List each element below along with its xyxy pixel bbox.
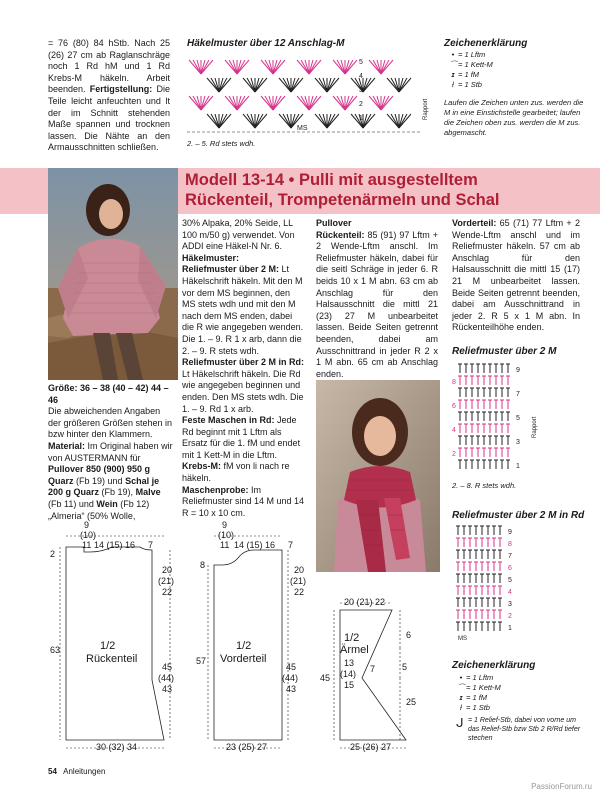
aermel-right-a: 6: [406, 630, 412, 640]
schema-vorderteil: [192, 520, 305, 758]
fm-text: Jede Rd beginnt mit 1 Lftm als Ersatz für die 1. fM und endet mit 1 Kett-M in die Lftm.: [182, 415, 301, 460]
col2-t1: 30% Alpaka, 20% Seide, LL 100 m/50 g) verwendet. Von ADDI eine Häkel-N Nr. 6.: [182, 218, 295, 252]
relief-chart-title: Reliefmuster über 2 M: [452, 346, 557, 357]
fm-icon: ɪ: [459, 693, 463, 702]
rueck-right-b: (21): [158, 576, 175, 586]
relief-text: Lt Häkelschrift häkeln. Mit den M vor dem MS beginnen, den MS stets wdh und mit den M nach dem MS enden, dabei die R wie angegeben wenden. Die 1. – 9. R 1 x arb, dann die 2. – 9. R stets wdh.: [182, 264, 304, 356]
vorder-right-c: 22: [294, 587, 305, 597]
lftm-icon: •: [451, 50, 455, 59]
row-number: 9: [508, 529, 512, 536]
bottom-legend-items: [456, 673, 501, 713]
vorder-left-main: 57: [196, 656, 207, 666]
vorder-top-b: (10): [218, 530, 235, 540]
stitch-mark: [319, 78, 327, 92]
top-legend-item-0: = 1 Lftm: [458, 50, 486, 59]
relief-rd-text: Lt Häkelschrift häkeln. Die Rd wie angegeben beginnen und enden. Den MS stets wdh. Die 1. – 9. Rd 1 x arb.: [182, 368, 304, 414]
aermel-left: 45: [320, 673, 331, 683]
rapport-label: Rapport: [423, 98, 429, 120]
col1-text: [48, 383, 173, 522]
bottom-legend-item-1: = 1 Kett-M: [466, 683, 501, 692]
relief-rd-label: Reliefmuster über 2 M in Rd:: [182, 357, 305, 368]
stitch-mark: [337, 96, 345, 110]
row-number: 5: [516, 415, 520, 422]
fertig-text: Die Teile leicht anfeuchten und lt der im Schnitt stehenden Maße spannen und trocknen lassen. Die Nähte an den Armausschnitten schließen.: [48, 84, 170, 153]
stitch-mark: [301, 60, 309, 74]
vorderteil-label: Vorderteil:: [452, 218, 497, 228]
stitch-mark: [391, 114, 399, 128]
aermel-mid-b: (14): [340, 669, 357, 679]
probe-label: Maschenprobe:: [182, 484, 249, 495]
row-number: 5: [508, 577, 512, 584]
vorder-top-a: 9: [222, 520, 228, 530]
col2-text: [182, 218, 306, 519]
material-text: Im Original haben wir von AUSTERMANN für: [48, 440, 173, 463]
vorder-right-f: 43: [286, 684, 297, 694]
rueck-bottom: 30 (32) 34: [96, 742, 138, 752]
relief-rd-chart: [450, 522, 540, 642]
top-chart-title: Häkelmuster über 12 Anschlag-M: [187, 38, 345, 49]
top-crochet-chart: [187, 50, 432, 145]
krebs-text: fM von li nach re häkeln.: [182, 461, 290, 484]
fm-icon: ɪ: [451, 70, 455, 79]
photo-model-scarf: [316, 380, 440, 572]
stitch-mark: [265, 96, 273, 110]
row-number: 2: [508, 613, 512, 620]
pullover-title: Pullover: [316, 218, 352, 228]
aermel-right-b: 5: [402, 662, 408, 672]
relief-label: Reliefmuster über 2 M:: [182, 264, 280, 275]
rueckenteil-label: Rückenteil:: [316, 229, 365, 240]
col1-t2: (Fb 19),: [101, 487, 134, 498]
rueck-left-top: 2: [50, 549, 56, 559]
row-number: 3: [508, 601, 512, 608]
bottom-legend-item-3: = 1 Stb: [466, 703, 490, 712]
aermel-right-c: 25: [406, 697, 417, 707]
watermark: PassionForum.ru: [531, 782, 592, 791]
rueck-right-e: (44): [158, 673, 175, 683]
stitch-mark: [301, 96, 309, 110]
banner-line1: Modell 13-14 • Pulli mit ausgestelltem: [185, 171, 478, 189]
krebs-label: Krebs-M:: [182, 461, 222, 472]
row-number: 1: [508, 625, 512, 632]
top-text-p1: = 76 (80) 84 hStb. Nach 25 (26) 27 cm ab Raglanschräge noch 1 Rd hM und 1 Rd Krebs-M häkeln. Arbeit beenden.: [48, 38, 170, 95]
col1-t1: (Fb 19) und: [76, 475, 123, 486]
aermel-label1: 1/2: [344, 632, 360, 644]
stitch-mark: [337, 60, 345, 74]
row-number: 8: [508, 541, 512, 548]
top-legend-title: Zeichenerklärung: [444, 38, 528, 49]
kett-m-icon: ⌒: [449, 60, 457, 69]
banner-line2: Rückenteil, Trompetenärmeln und Schal: [185, 191, 500, 209]
aermel-mid-d: 7: [370, 664, 376, 674]
photo-model-pullover: [48, 168, 178, 380]
relief-rd-chart-title: Reliefmuster über 2 M in Rd: [452, 510, 585, 521]
ms-label: MS: [458, 636, 467, 642]
stitch-mark: [283, 114, 291, 128]
bottom-legend-relief: = 1 Relief-Stb, dabei von vorne um das Relief-Stb bzw Stb 2 R/Rd tiefer stechen: [468, 717, 581, 742]
row-number: 7: [508, 553, 512, 560]
rueck-label1: 1/2: [100, 640, 116, 652]
rueck-right-f: 43: [162, 684, 173, 694]
lftm-icon: •: [459, 673, 463, 682]
rueck-label2: Rückenteil: [86, 653, 138, 665]
groesse-label: Größe: 36 – 38 (40 – 42) 44 – 46: [48, 383, 169, 405]
top-legend-item-3: = 1 Stb: [458, 80, 482, 89]
top-left-text: [48, 38, 170, 154]
page-number: 54: [48, 767, 57, 776]
stitch-mark: [373, 60, 381, 74]
stitch-mark: [193, 60, 201, 74]
bottom-legend-item-2: = 1 fM: [466, 693, 488, 702]
aermel-mid-c: 15: [344, 680, 355, 690]
schal-yarn: Schal je 200 g Quarz: [48, 475, 160, 498]
haekelmuster-label: Häkelmuster:: [182, 252, 240, 263]
wein-yarn: Wein: [96, 498, 118, 509]
top-legend-items: [448, 50, 493, 90]
vorder-top-d: 14 (15) 16: [234, 540, 276, 550]
material-label: Material:: [48, 440, 86, 451]
footer-section: Anleitungen: [63, 767, 106, 776]
col3-text: [316, 218, 438, 380]
rueckenteil-text: 85 (91) 97 Lftm + 2 Wende-Lftm anschl. Im Reliefmuster häkeln, dabei für die seitl Schräge in jeder 6. R beids 10 x 1 M abn. 63 cm ab Anschlag für den Halsausschnitt die mittl 21 (23) 27 M unbearbeitet lassen. Beide Seiten getrennt beenden, dabei am Ausschnittrand in jeder R 2 x 1 M abn. 65 cm ab Anschlag enden.: [316, 229, 438, 379]
row-number: 4: [359, 73, 363, 80]
probe-text: Im Reliefmuster sind 14 M und 14 R = 10 x 10 cm.: [182, 484, 305, 518]
row-number: 1: [516, 463, 520, 470]
rueck-top-d: 14 (15) 16: [94, 540, 136, 550]
kett-m-icon: ⌒: [457, 683, 465, 692]
row-number: 4: [452, 427, 456, 434]
vorder-label2: Vorderteil: [220, 653, 267, 665]
aermel-mid-a: 13: [344, 658, 355, 668]
stb-icon: ƚ: [460, 703, 462, 712]
row-number: 5: [359, 59, 363, 66]
stitch-mark: [265, 60, 273, 74]
relief-chart-caption: 2. – 8. R stets wdh.: [452, 481, 517, 490]
rueck-right-a: 20: [162, 565, 173, 575]
vorder-right-e: (44): [282, 673, 299, 683]
row-number: 2: [359, 101, 363, 108]
stb-icon: ƚ: [452, 80, 454, 89]
stitch-mark: [319, 114, 327, 128]
rueck-top-e: 7: [148, 540, 154, 550]
rueck-top-b: (10): [80, 530, 97, 540]
rueck-top-a: 9: [84, 520, 90, 530]
vorder-right-a: 20: [294, 565, 305, 575]
top-chart-caption: 2. – 5. Rd stets wdh.: [187, 139, 256, 148]
stitch-mark: [391, 78, 399, 92]
pullover-yarn: Pullover 850 (900) 950 g Quarz: [48, 464, 151, 486]
page-footer: [48, 767, 105, 776]
row-number: 3: [516, 439, 520, 446]
stitch-mark: [211, 78, 219, 92]
ms-label: MS: [297, 125, 308, 132]
stitch-mark: [247, 78, 255, 92]
stitch-mark: [229, 96, 237, 110]
row-number: 2: [452, 451, 456, 458]
vorder-bottom: 23 (25) 27: [226, 742, 268, 752]
aermel-bottom: 25 (26) 27: [350, 742, 392, 752]
stitch-mark: [211, 114, 219, 128]
rueck-right-d: 45: [162, 662, 173, 672]
stitch-mark: [283, 78, 291, 92]
stitch-mark: [229, 60, 237, 74]
groesse-text: Die abweichenden Angaben der größeren Größen stehen in bzw hinter den Klammern.: [48, 406, 173, 440]
malve-yarn: Malve: [135, 487, 161, 498]
row-number: 3: [359, 87, 363, 94]
row-number: 8: [452, 379, 456, 386]
vorder-top-e: 7: [288, 540, 294, 550]
vorderteil-text: 65 (71) 77 Lftm + 2 Wende-Lftm anschl und im Reliefmuster häkeln. 57 cm ab Anschlag für den Halsausschnitt die mittl 15 (17) 21 M unbearbeitet lassen. Beide Seiten getrennt beenden, dabei am Ausschnittrand in jeder 2. R 5 x 1 M abn. In Rückenteilhöhe enden.: [452, 218, 580, 333]
top-legend-item-2: = 1 fM: [458, 70, 480, 79]
rueck-top-c: 11: [82, 540, 92, 550]
vorder-label1: 1/2: [236, 640, 252, 652]
fm-label: Feste Maschen in Rd:: [182, 415, 275, 426]
col1-t4: (Fb 12) „Almeria“ (50% Wolle,: [48, 498, 150, 521]
stitch-mark: [247, 114, 255, 128]
rueck-left-main: 63: [50, 645, 61, 655]
stitch-mark: [373, 96, 381, 110]
schema-aermel: [318, 598, 438, 758]
rapport-label: Rapport: [532, 416, 538, 438]
vorder-right-d: 45: [286, 662, 297, 672]
relief-stb-icon: ᒍ: [456, 716, 464, 730]
row-number: 7: [516, 391, 520, 398]
row-number: 4: [508, 589, 512, 596]
bottom-legend-item-0: = 1 Lftm: [466, 673, 494, 682]
rueck-right-c: 22: [162, 587, 173, 597]
vorder-top-c: 11: [220, 540, 230, 550]
row-number: 6: [452, 403, 456, 410]
col4-text: [452, 218, 580, 334]
stitch-mark: [193, 96, 201, 110]
row-number: 9: [516, 367, 520, 374]
bottom-legend-title: Zeichenerklärung: [452, 660, 536, 671]
row-number: 6: [508, 565, 512, 572]
fertig-label: Fertigstellung:: [89, 84, 153, 95]
top-legend-note: Laufen die Zeichen unten zus. werden die M in eine Einstichstelle gearbeitet; laufen die Zeichen oben zus. werden die M zus. abgemascht.: [444, 98, 584, 137]
aermel-label2: Ärmel: [340, 644, 369, 656]
row-number: 1: [359, 115, 363, 122]
relief-chart: [450, 358, 550, 476]
col1-t3: (Fb 11) und: [48, 498, 94, 509]
vorder-right-b: (21): [290, 576, 307, 586]
top-legend-item-1: = 1 Kett-M: [458, 60, 493, 69]
vorder-left-top: 8: [200, 560, 206, 570]
schema-rueckenteil: [40, 520, 180, 758]
aermel-top: 20 (21) 22: [344, 597, 386, 607]
